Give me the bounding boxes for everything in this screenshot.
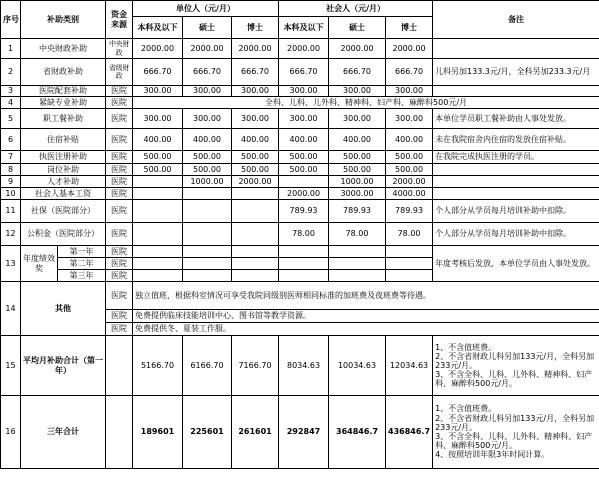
row-type: 岗位补助 — [21, 164, 106, 176]
row-remark: 个人部分从学员每月培训补助中扣除。 — [433, 200, 599, 223]
table-row — [1, 97, 599, 109]
social-bachelor: 2000.00 — [279, 188, 329, 200]
social-bachelor: 789.93 — [279, 200, 329, 223]
row-number: 4 — [1, 97, 21, 109]
unit-doctor — [232, 200, 279, 223]
unit-master: 500.00 — [183, 151, 232, 164]
row-number: 6 — [1, 129, 21, 151]
row-type: 职工餐补助 — [21, 109, 106, 129]
row-source: 中央财政 — [106, 39, 133, 59]
row-source — [106, 396, 133, 469]
row-number: 7 — [1, 151, 21, 164]
unit-doctor: 261601 — [232, 396, 279, 469]
row-remark: 在我院完成执医注册的学员。 — [433, 151, 599, 164]
remark-note: 2、不含省财政儿科另加133元/月，全科另加233元/月。 — [435, 413, 595, 432]
row-number: 10 — [1, 188, 21, 200]
social-master: 10034.63 — [329, 336, 386, 396]
row-source: 医院 — [106, 270, 133, 282]
other-benefit-text: 免费提供临床技能培训中心、图书馆等教学资源。 — [133, 310, 599, 323]
unit-master: 400.00 — [183, 129, 232, 151]
row-span-text: 全科、儿科、儿外科、精神科、妇产科、麻醉科500元/月 — [133, 97, 599, 109]
row-source: 医院 — [106, 258, 133, 270]
row-remark — [433, 336, 599, 396]
unit-master: 225601 — [183, 396, 232, 469]
social-bachelor — [279, 258, 329, 270]
unit-bachelor: 666.70 — [133, 59, 183, 86]
social-master: 300.00 — [329, 86, 386, 97]
social-bachelor: 400.00 — [279, 129, 329, 151]
social-doctor: 500.00 — [386, 151, 433, 164]
table-row — [1, 336, 599, 396]
unit-bachelor: 189601 — [133, 396, 183, 469]
social-doctor: 2000.00 — [386, 176, 433, 188]
unit-bachelor — [133, 258, 183, 270]
social-bachelor: 2000.00 — [279, 39, 329, 59]
other-benefit-text: 独立值班，根据科室情况可享受我院同级别医师相同标准的加班费及夜班费等待遇。 — [133, 282, 599, 310]
row-number: 12 — [1, 223, 21, 246]
header-unit-doctor: 博士 — [232, 17, 279, 39]
header-type: 补助类别 — [21, 1, 106, 39]
remark-note: 2、不含省财政儿科另加133元/月，全科另加233元/月。 — [435, 351, 595, 370]
social-doctor: 500.00 — [386, 164, 433, 176]
unit-doctor: 2000.00 — [232, 176, 279, 188]
row-source: 医院 — [106, 97, 133, 109]
row-number: 9 — [1, 176, 21, 188]
social-bachelor: 78.00 — [279, 223, 329, 246]
row-type: 住宿补贴 — [21, 129, 106, 151]
header-unit-group: 单位人（元/月） — [133, 1, 279, 17]
table-row — [1, 188, 599, 200]
other-benefit-text: 免费提供冬、夏装工作服。 — [133, 323, 599, 336]
unit-bachelor: 2000.00 — [133, 39, 183, 59]
social-master: 666.70 — [329, 59, 386, 86]
header-unit-bachelor: 本科及以下 — [133, 17, 183, 39]
row-remark — [433, 176, 599, 188]
social-master: 1000.00 — [329, 176, 386, 188]
row-type: 其他 — [21, 282, 106, 336]
unit-doctor — [232, 188, 279, 200]
social-bachelor: 300.00 — [279, 109, 329, 129]
social-doctor: 400.00 — [386, 129, 433, 151]
unit-master — [183, 188, 232, 200]
social-master: 500.00 — [329, 164, 386, 176]
unit-bachelor: 300.00 — [133, 86, 183, 97]
row-type: 平均月补助合计（第一年） — [21, 336, 106, 396]
remark-note: 1、不含值班费。 — [435, 342, 497, 352]
unit-doctor: 300.00 — [232, 109, 279, 129]
remark-note: 3、不含全科、儿科、儿外科、精神科、妇产科、麻醉科500元/月。 — [435, 370, 593, 389]
row-remark — [433, 164, 599, 176]
table-row — [1, 164, 599, 176]
social-master: 400.00 — [329, 129, 386, 151]
row-source: 医院 — [106, 176, 133, 188]
table-row — [1, 200, 599, 223]
table-row — [1, 396, 599, 469]
unit-doctor — [232, 270, 279, 282]
unit-doctor: 500.00 — [232, 151, 279, 164]
performance-year-label: 第三年 — [58, 270, 106, 282]
unit-bachelor: 500.00 — [133, 164, 183, 176]
social-doctor: 789.93 — [386, 200, 433, 223]
social-bachelor — [279, 270, 329, 282]
social-bachelor: 500.00 — [279, 164, 329, 176]
social-bachelor: 292847 — [279, 396, 329, 469]
row-number: 11 — [1, 200, 21, 223]
social-doctor: 12034.63 — [386, 336, 433, 396]
unit-master: 300.00 — [183, 109, 232, 129]
social-master: 500.00 — [329, 151, 386, 164]
social-doctor: 2000.00 — [386, 39, 433, 59]
social-bachelor: 8034.63 — [279, 336, 329, 396]
row-source: 医院 — [106, 310, 133, 323]
row-type: 人才补助 — [21, 176, 106, 188]
social-bachelor: 666.70 — [279, 59, 329, 86]
remark-note: 1、不含值班费。 — [435, 404, 497, 414]
row-source: 医院 — [106, 282, 133, 310]
row-number: 15 — [1, 336, 21, 396]
social-bachelor: 300.00 — [279, 86, 329, 97]
row-number: 1 — [1, 39, 21, 59]
table-row — [1, 129, 599, 151]
row-type: 年度绩效奖 — [21, 246, 58, 282]
social-master: 2000.00 — [329, 39, 386, 59]
table-row — [1, 86, 599, 97]
unit-bachelor — [133, 188, 183, 200]
row-source: 医院 — [106, 151, 133, 164]
social-doctor: 4000.00 — [386, 188, 433, 200]
row-source: 医院 — [106, 164, 133, 176]
row-remark — [433, 396, 599, 469]
row-number: 3 — [1, 86, 21, 97]
social-master: 364846.7 — [329, 396, 386, 469]
social-master: 789.93 — [329, 200, 386, 223]
social-doctor — [386, 258, 433, 270]
unit-doctor — [232, 223, 279, 246]
unit-doctor: 300.00 — [232, 86, 279, 97]
unit-doctor: 2000.00 — [232, 39, 279, 59]
header-social-doctor: 博士 — [386, 17, 433, 39]
table-row — [1, 282, 599, 310]
row-number: 5 — [1, 109, 21, 129]
row-number: 8 — [1, 164, 21, 176]
unit-master: 1000.00 — [183, 176, 232, 188]
header-unit-master: 硕士 — [183, 17, 232, 39]
social-master: 300.00 — [329, 109, 386, 129]
unit-doctor: 7166.70 — [232, 336, 279, 396]
row-type: 社会人基本工资 — [21, 188, 106, 200]
social-doctor — [386, 270, 433, 282]
unit-bachelor: 300.00 — [133, 109, 183, 129]
table-row — [1, 246, 599, 258]
unit-bachelor: 5166.70 — [133, 336, 183, 396]
unit-master — [183, 223, 232, 246]
social-master — [329, 246, 386, 258]
header-remark: 备注 — [433, 1, 599, 39]
table-row — [1, 109, 599, 129]
unit-doctor: 500.00 — [232, 164, 279, 176]
unit-master — [183, 270, 232, 282]
row-source: 省级财政 — [106, 59, 133, 86]
header-seq: 序号 — [1, 1, 21, 39]
header-source: 资金来源 — [106, 1, 133, 39]
unit-bachelor — [133, 246, 183, 258]
table-row — [1, 39, 599, 59]
row-remark: 儿科另加133.3元/月，全科另加233.3元/月 — [433, 59, 599, 86]
row-source: 医院 — [106, 86, 133, 97]
row-type: 医院配套补助 — [21, 86, 106, 97]
social-doctor: 300.00 — [386, 109, 433, 129]
remark-note: 3、不含全科、儿科、儿外科、精神科、妇产科、麻醉科500元/月。 — [435, 432, 593, 451]
row-remark: 本单位学员职工餐补助由人事处发放。 — [433, 109, 599, 129]
row-number: 14 — [1, 282, 21, 336]
row-type: 执医注册补助 — [21, 151, 106, 164]
row-source: 医院 — [106, 246, 133, 258]
social-doctor — [386, 246, 433, 258]
unit-master: 300.00 — [183, 86, 232, 97]
row-number: 13 — [1, 246, 21, 282]
unit-bachelor: 500.00 — [133, 151, 183, 164]
row-type: 紧缺专业补助 — [21, 97, 106, 109]
table-row — [1, 151, 599, 164]
row-source: 医院 — [106, 200, 133, 223]
unit-master — [183, 258, 232, 270]
social-master: 78.00 — [329, 223, 386, 246]
header-social-bachelor: 本科及以下 — [279, 17, 329, 39]
row-number: 16 — [1, 396, 21, 469]
unit-master: 500.00 — [183, 164, 232, 176]
row-type: 社保（医院部分） — [21, 200, 106, 223]
social-doctor: 436846.7 — [386, 396, 433, 469]
row-number: 2 — [1, 59, 21, 86]
unit-bachelor: 400.00 — [133, 129, 183, 151]
social-bachelor: 500.00 — [279, 151, 329, 164]
social-doctor: 300.00 — [386, 86, 433, 97]
social-doctor: 666.70 — [386, 59, 433, 86]
unit-master — [183, 246, 232, 258]
header-social-group: 社会人（元/月） — [279, 1, 433, 17]
unit-doctor: 666.70 — [232, 59, 279, 86]
social-bachelor — [279, 246, 329, 258]
row-type: 三年合计 — [21, 396, 106, 469]
unit-master: 666.70 — [183, 59, 232, 86]
row-remark — [433, 86, 599, 97]
unit-bachelor — [133, 270, 183, 282]
social-doctor: 78.00 — [386, 223, 433, 246]
row-remark — [433, 39, 599, 59]
unit-doctor — [232, 246, 279, 258]
header-social-master: 硕士 — [329, 17, 386, 39]
social-bachelor — [279, 176, 329, 188]
row-source: 医院 — [106, 129, 133, 151]
unit-master: 2000.00 — [183, 39, 232, 59]
remark-note: 4、按照培训年限3年时间计算。 — [435, 450, 550, 460]
table-row — [1, 59, 599, 86]
row-remark: 未在我院宿舍内住宿的发放住宿补贴。 — [433, 129, 599, 151]
table-row — [1, 176, 599, 188]
row-source — [106, 336, 133, 396]
row-source: 医院 — [106, 323, 133, 336]
unit-master — [183, 200, 232, 223]
row-type: 公积金（医院部分） — [21, 223, 106, 246]
social-master — [329, 258, 386, 270]
unit-bachelor — [133, 200, 183, 223]
row-source: 医院 — [106, 109, 133, 129]
unit-bachelor — [133, 223, 183, 246]
row-source: 医院 — [106, 188, 133, 200]
unit-doctor: 400.00 — [232, 129, 279, 151]
social-master: 3000.00 — [329, 188, 386, 200]
row-source: 医院 — [106, 223, 133, 246]
row-type: 中央财政补助 — [21, 39, 106, 59]
table-row — [1, 223, 599, 246]
performance-year-label: 第二年 — [58, 258, 106, 270]
social-master — [329, 270, 386, 282]
unit-bachelor — [133, 176, 183, 188]
performance-year-label: 第一年 — [58, 246, 106, 258]
row-remark — [433, 188, 599, 200]
row-remark: 个人部分从学员每月培训补助中扣除。 — [433, 223, 599, 246]
row-type: 省财政补助 — [21, 59, 106, 86]
row-remark: 年度考核后发放，本单位学员由人事处发放。 — [433, 246, 599, 282]
unit-master: 6166.70 — [183, 336, 232, 396]
unit-doctor — [232, 258, 279, 270]
